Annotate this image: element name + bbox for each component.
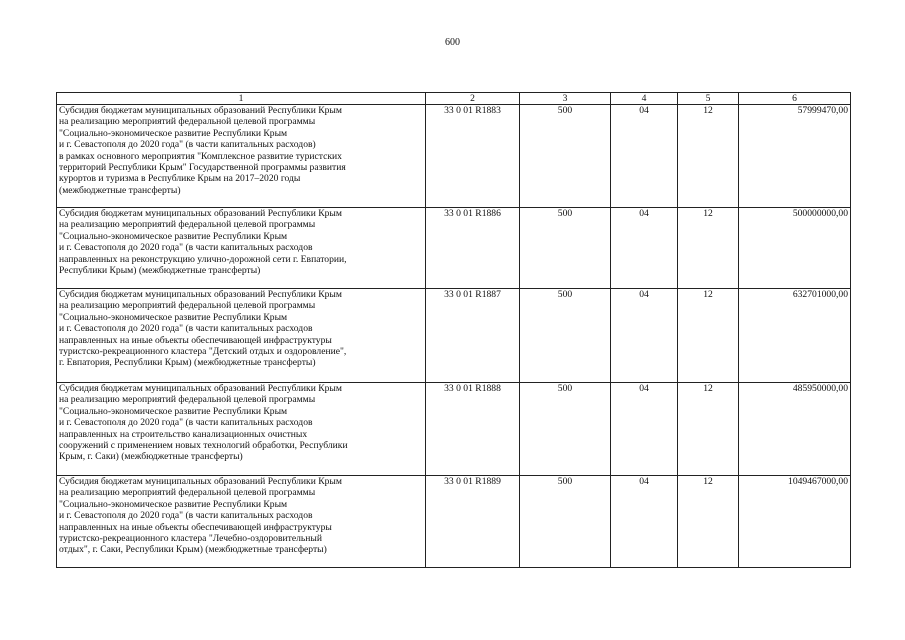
- table-row: [57, 476, 851, 568]
- row-description: Субсидия бюджетам муниципальных образований Республики Крым на реализацию мероприятий федеральной целевой программы "Социально-экономическое развитие Республики Крым и г. Севастополя до 2020 года" (в части капитальных расходов направленных на иные объекты обеспечивающей инфраструктуры туристско-рекреационного кластера "Лечебно-оздоровительный отдых", г. Саки, Республики Крым) (межбюджетные трансферты): [57, 476, 426, 568]
- row-expense-type: 500: [520, 383, 611, 476]
- row-description: Субсидия бюджетам муниципальных образований Республики Крым на реализацию мероприятий федеральной целевой программы "Социально-экономическое развитие Республики Крым и г. Севастополя до 2020 года" (в части капитальных расходов направленных на иные объекты обеспечивающей инфраструктуры туристско-рекреационного кластера "Детский отдых и оздоровление", г. Евпатория, Республики Крым) (межбюджетные трансферты): [57, 289, 426, 383]
- column-header: 5: [678, 93, 739, 105]
- budget-table: [56, 92, 851, 568]
- row-amount: 1049467000,00: [739, 476, 851, 568]
- column-header: 2: [426, 93, 520, 105]
- row-amount: 632701000,00: [739, 289, 851, 383]
- table-row: [57, 383, 851, 476]
- column-header: 6: [739, 93, 851, 105]
- row-subsection: 12: [678, 208, 739, 289]
- row-subsection: 12: [678, 383, 739, 476]
- row-expense-type: 500: [520, 105, 611, 208]
- row-expense-type: 500: [520, 289, 611, 383]
- table-row: [57, 105, 851, 208]
- row-subsection: 12: [678, 476, 739, 568]
- row-section: 04: [611, 476, 678, 568]
- row-target-code: 33 0 01 R1886: [426, 208, 520, 289]
- row-target-code: 33 0 01 R1883: [426, 105, 520, 208]
- table-row: [57, 208, 851, 289]
- column-header: 3: [520, 93, 611, 105]
- row-target-code: 33 0 01 R1888: [426, 383, 520, 476]
- page-number: 600: [445, 37, 460, 48]
- row-amount: 57999470,00: [739, 105, 851, 208]
- row-subsection: 12: [678, 105, 739, 208]
- row-section: 04: [611, 208, 678, 289]
- row-description: Субсидия бюджетам муниципальных образований Республики Крым на реализацию мероприятий федеральной целевой программы "Социально-экономическое развитие Республики Крым и г. Севастополя до 2020 года" (в части капитальных расходов направленных на строительство канализационных очистных сооружений с применением новых технологий обработки, Республики Крым, г. Саки) (межбюджетные трансферты): [57, 383, 426, 476]
- row-description: Субсидия бюджетам муниципальных образований Республики Крым на реализацию мероприятий федеральной целевой программы "Социально-экономическое развитие Республики Крым и г. Севастополя до 2020 года" (в части капитальных расходов) в рамках основного мероприятия "Комплексное развитие туристских территорий Республики Крым" Государственной программы развития курортов и туризма в Республике Крым на 2017–2020 годы (межбюджетные трансферты): [57, 105, 426, 208]
- row-target-code: 33 0 01 R1889: [426, 476, 520, 568]
- row-subsection: 12: [678, 289, 739, 383]
- row-amount: 485950000,00: [739, 383, 851, 476]
- row-section: 04: [611, 105, 678, 208]
- row-section: 04: [611, 383, 678, 476]
- column-header: 1: [57, 93, 426, 105]
- row-section: 04: [611, 289, 678, 383]
- table-header-row: [57, 93, 851, 105]
- row-amount: 500000000,00: [739, 208, 851, 289]
- table-row: [57, 289, 851, 383]
- row-expense-type: 500: [520, 476, 611, 568]
- row-expense-type: 500: [520, 208, 611, 289]
- row-target-code: 33 0 01 R1887: [426, 289, 520, 383]
- row-description: Субсидия бюджетам муниципальных образований Республики Крым на реализацию мероприятий федеральной целевой программы "Социально-экономическое развитие Республики Крым и г. Севастополя до 2020 года" (в части капитальных расходов направленных на реконструкцию улично-дорожной сети г. Евпатории, Республики Крым) (межбюджетные трансферты): [57, 208, 426, 289]
- column-header: 4: [611, 93, 678, 105]
